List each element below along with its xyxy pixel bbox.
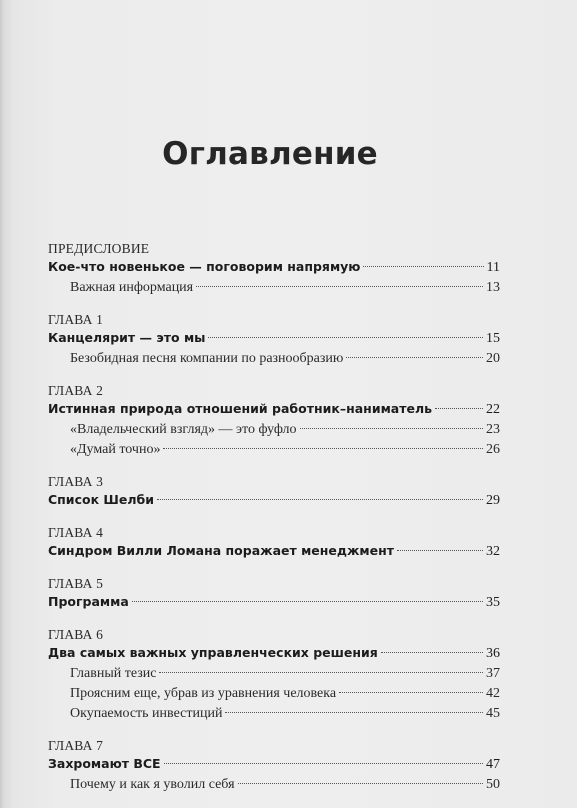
toc-entry[interactable] xyxy=(48,399,500,420)
leader-dots xyxy=(397,550,483,551)
toc-subentry[interactable] xyxy=(48,440,500,460)
toc-entry[interactable] xyxy=(48,490,500,511)
subentry-title: Главный тезис xyxy=(70,666,157,681)
entry-title: Синдром Вилли Ломана поражает менеджмент xyxy=(48,543,394,558)
toc-section-chapter-1 xyxy=(48,311,500,369)
toc-subentry[interactable] xyxy=(48,420,500,440)
page-number: 15 xyxy=(486,331,500,346)
toc-section-chapter-5 xyxy=(48,575,500,613)
chapter-label: ГЛАВА 1 xyxy=(48,312,104,327)
leader-dots xyxy=(132,601,483,602)
leader-dots xyxy=(300,428,483,429)
chapter-label: ГЛАВА 3 xyxy=(48,474,104,489)
page-number: 37 xyxy=(486,666,500,681)
table-of-contents xyxy=(48,240,500,808)
subentry-title: «Думай точно» xyxy=(70,442,161,457)
chapter-label: ГЛАВА 5 xyxy=(48,576,104,591)
leader-dots xyxy=(157,499,483,500)
subentry-title: Проясним еще, убрав из уравнения человека xyxy=(70,686,337,701)
page-number: 23 xyxy=(486,422,500,437)
chapter-label: ГЛАВА 6 xyxy=(48,627,104,642)
toc-section-chapter-4 xyxy=(48,524,500,562)
page-number: 50 xyxy=(486,777,500,792)
entry-title: Кое-что новенькое — поговорим напрямую xyxy=(48,259,361,274)
entry-title: Список Шелби xyxy=(48,492,154,507)
entry-title: Захромают ВСЕ xyxy=(48,756,161,771)
entry-title: Два самых важных управленческих решения xyxy=(48,645,378,660)
toc-entry[interactable] xyxy=(48,257,500,278)
chapter-label: ГЛАВА 2 xyxy=(48,383,104,398)
chapter-label: ГЛАВА 4 xyxy=(48,525,104,540)
page-number: 29 xyxy=(486,493,500,508)
toc-entry[interactable] xyxy=(48,643,500,664)
leader-dots xyxy=(363,266,483,267)
entry-title: Истинная природа отношений работник–наниматель xyxy=(48,401,433,416)
subentry-title: Почему и как я уволил себя xyxy=(70,777,235,792)
toc-section-chapter-6 xyxy=(48,626,500,724)
page-number: 36 xyxy=(486,646,500,661)
entry-title: Канцелярит — это мы xyxy=(48,330,206,345)
toc-section-preface xyxy=(48,240,500,298)
toc-subentry[interactable] xyxy=(48,775,500,795)
leader-dots xyxy=(225,712,483,713)
page-number: 13 xyxy=(486,280,500,295)
leader-dots xyxy=(196,286,483,287)
toc-subentry[interactable] xyxy=(48,349,500,369)
leader-dots xyxy=(238,783,483,784)
toc-entry[interactable] xyxy=(48,592,500,613)
toc-section-chapter-2 xyxy=(48,382,500,460)
subentry-title: «Владельческий взгляд» — это фуфло xyxy=(70,422,297,437)
page-number: 42 xyxy=(486,686,500,701)
page-number: 45 xyxy=(486,706,500,721)
toc-section-chapter-3 xyxy=(48,473,500,511)
leader-dots xyxy=(164,763,483,764)
toc-subentry[interactable] xyxy=(48,278,500,298)
leader-dots xyxy=(159,672,483,673)
toc-entry[interactable] xyxy=(48,328,500,349)
page-number: 47 xyxy=(486,757,500,772)
chapter-label: ПРЕДИСЛОВИЕ xyxy=(48,241,150,256)
leader-dots xyxy=(163,448,483,449)
leader-dots xyxy=(346,357,483,358)
toc-entry[interactable] xyxy=(48,541,500,562)
leader-dots xyxy=(339,692,483,693)
subentry-title: Безобидная песня компании по разнообразию xyxy=(70,351,344,366)
leader-dots xyxy=(381,652,483,653)
toc-subentry[interactable] xyxy=(48,684,500,704)
entry-title: Программа xyxy=(48,594,129,609)
toc-subentry[interactable] xyxy=(48,664,500,684)
page-title: Оглавление xyxy=(162,136,378,172)
page-number: 22 xyxy=(486,402,500,417)
page-number: 26 xyxy=(486,442,500,457)
leader-dots xyxy=(208,337,483,338)
subentry-title: Окупаемость инвестиций xyxy=(70,706,223,721)
page-number: 20 xyxy=(486,351,500,366)
page-number: 35 xyxy=(486,595,500,610)
chapter-label: ГЛАВА 7 xyxy=(48,738,104,753)
toc-entry[interactable] xyxy=(48,754,500,775)
toc-subentry[interactable] xyxy=(48,704,500,724)
page-number: 11 xyxy=(486,260,500,275)
page-number: 32 xyxy=(486,544,500,559)
toc-section-chapter-7 xyxy=(48,737,500,795)
leader-dots xyxy=(435,408,483,409)
subentry-title: Важная информация xyxy=(70,280,194,295)
